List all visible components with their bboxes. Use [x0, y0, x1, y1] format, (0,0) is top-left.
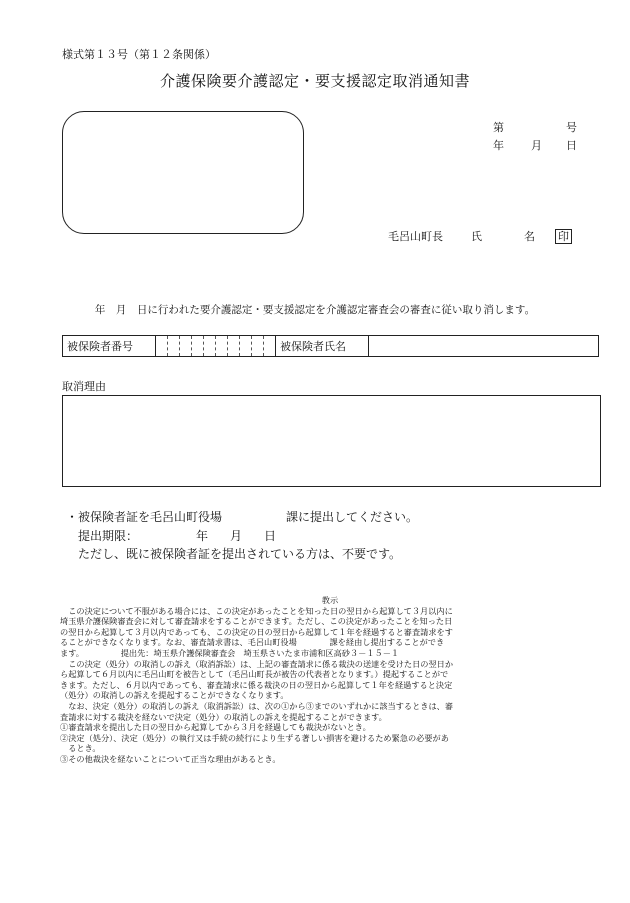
insured-number-label: 被保険者番号 [63, 336, 156, 357]
cancellation-notice: 年 月 日に行われた要介護認定・要支援認定を介護認定審査会の審査に従い取り消します。 [94, 304, 536, 316]
submission-deadline [78, 527, 276, 544]
insured-number-digit [252, 336, 264, 357]
legal-instruction-line: 埼玉県介護保険審査会に対して審査請求をすることができます。ただし、この決定があったことを知った日 [60, 616, 453, 627]
seal-mark: 印 [555, 229, 572, 244]
legal-instruction-line: なお、決定（処分）の取消しの訴え（取消訴訟）は、次の①から③までのいずれかに該当するときは、審 [60, 700, 454, 711]
document-title: 介護保険要介護認定・要支援認定取消通知書 [159, 72, 470, 90]
date-day: 日 [566, 139, 577, 152]
submission-instruction [66, 508, 418, 525]
insured-number-digit [192, 336, 204, 357]
deadline-day: 日 [264, 529, 277, 543]
insured-name-field[interactable] [369, 336, 599, 357]
submission-office-text: ・被保険者証を毛呂山町役場 [66, 510, 223, 524]
legal-instruction-line: この決定（処分）の取消しの訴え（取消訴訟）は、上記の審査請求に係る裁決の送達を受けた日の翌日か [60, 658, 454, 669]
submission-exemption: ただし、既に被保険者証を提出されている方は、不要です。 [78, 547, 402, 561]
legal-instruction-line: ることができなくなります。なお、審査請求書は、毛呂山町役場 課を経由し提出することができ [60, 637, 445, 648]
reason-field[interactable] [62, 395, 601, 487]
insured-number-digit [264, 336, 276, 357]
document-date-line [493, 137, 577, 153]
legal-instruction-line: ③その他裁決を経ないことについて正当な理由があるとき。 [60, 753, 281, 764]
insured-number-digit [240, 336, 252, 357]
insured-info-table [62, 335, 599, 357]
legal-instruction-line: の翌日から起算して３月以内であっても、この決定の日の翌日から起算して１年を経過すると審査請求をす [60, 626, 453, 637]
document-number-line [493, 119, 577, 135]
number-prefix: 第 [493, 121, 504, 134]
legal-instruction-title: 教示 [321, 595, 339, 605]
number-suffix: 号 [566, 121, 577, 134]
deadline-label: 提出期限： [78, 529, 139, 543]
form-number: 様式第１３号（第１２条関係） [62, 48, 216, 61]
legal-instruction-section [60, 595, 600, 765]
legal-instruction-line: 査請求に対する裁決を経ないで決定（処分）の取消しの訴えを提起することができます。 [60, 711, 387, 722]
reason-label: 取消理由 [62, 380, 106, 393]
insured-name-label: 被保険者氏名 [276, 336, 369, 357]
legal-instruction-line: ら起算して６月以内に毛呂山町を被告として（毛呂山町長が被告の代表者となります。）提起することがで [60, 669, 449, 680]
deadline-year: 年 [196, 529, 209, 543]
date-year: 年 [493, 139, 504, 152]
date-month: 月 [531, 139, 542, 152]
sender-block [388, 228, 572, 244]
legal-instruction-line: ②決定（処分）、決定（処分）の執行又は手続の続行により生ずる著しい損害を避けるため緊急の必要があ [60, 732, 449, 743]
address-window-box [62, 111, 304, 234]
submission-dept-text: 課に提出してください。 [286, 510, 419, 524]
legal-instruction-line: ます。 提出先：埼玉県介護保険審査会 埼玉県さいたま市浦和区高砂３－１５－１ [60, 647, 400, 658]
insured-number-digit [156, 336, 168, 357]
insured-number-digit [168, 336, 180, 357]
name-label-1: 氏 [471, 230, 482, 243]
legal-instruction-line: （処分）の取消しの訴えを提起することができなくなります。 [60, 690, 289, 701]
deadline-month: 月 [230, 529, 243, 543]
sender-title: 毛呂山町長 [388, 230, 443, 243]
insured-number-digit [180, 336, 192, 357]
legal-instruction-line: ①審査請求を提出した日の翌日から起算してから３月を経過しても裁決がないとき。 [60, 722, 371, 733]
legal-instruction-line: きます。ただし、６月以内であっても、審査請求に係る裁決の日の翌日から起算して１年を経過すると決定 [60, 679, 453, 690]
insured-number-digit [228, 336, 240, 357]
legal-instruction-line: この決定について不服がある場合には、この決定があったことを知った日の翌日から起算して３月以内に [60, 605, 453, 616]
name-label-2: 名 [524, 230, 535, 243]
legal-instruction-line: るとき。 [60, 743, 101, 754]
insured-number-digit [216, 336, 228, 357]
insured-number-digit [204, 336, 216, 357]
